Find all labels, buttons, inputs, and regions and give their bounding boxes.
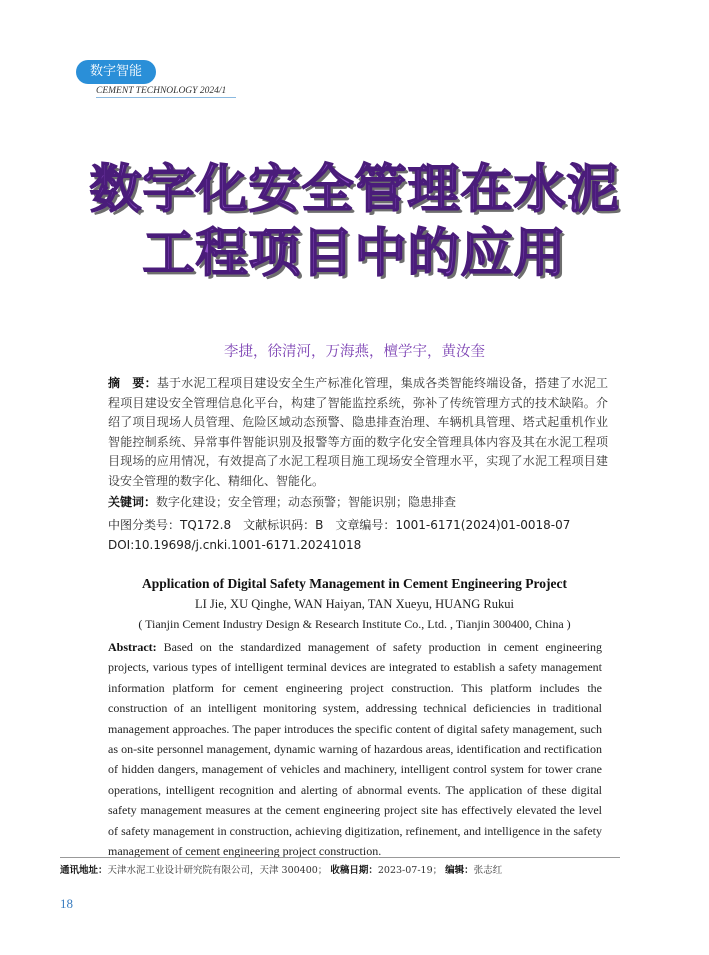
keywords-text: 数字化建设；安全管理；动态预警；智能识别；隐患排查 bbox=[156, 495, 457, 509]
english-abstract bbox=[108, 637, 602, 861]
footer-address: 天津水泥工业设计研究院有限公司，天津 300400； bbox=[107, 865, 328, 876]
footer-received-label: 收稿日期： bbox=[330, 865, 378, 876]
authors-cn: 李捷，徐清河，万海燕，檀学宇，黄汝奎 bbox=[224, 344, 485, 360]
keywords-cn bbox=[108, 493, 608, 513]
section-tab: 数字智能 bbox=[76, 60, 156, 84]
footer-received: 2023-07-19； bbox=[377, 865, 443, 876]
doi-line: DOI:10.19698/j.cnki.1001-6171.20241018 bbox=[108, 538, 362, 552]
english-abstract-text: Based on the standardized management of safety production in cement engineering projects, various types of intelligent terminal devices are integrated to establish a safety management information platform for cement engineering project construction. This platform includes the construction of an intelligent monitoring system, addressing technical deficiencies in traditional management approaches. The paper introduces the specific content of digital safety management, such as on-site personnel management, dynamic warning of hazardous areas, identification and rectification of hidden dangers, management of vehicles and machinery, intelligent control system for tower crane operations, intelligent recognition and alerting of abnormal events. The application of these digital safety management measures at the cement engineering project site has effectively elevated the level of safety management in construction, achieving digitization, refinement, and intelligence in the safety management of cement engineering project construction. bbox=[108, 640, 602, 859]
english-affiliation: ( Tianjin Cement Industry Design & Research Institute Co., Ltd. , Tianjin 300400, China ) bbox=[138, 617, 571, 631]
footer-address-label: 通讯地址： bbox=[60, 865, 108, 876]
keywords-label: 关键词： bbox=[108, 495, 157, 509]
journal-header: CEMENT TECHNOLOGY 2024/1 bbox=[96, 86, 236, 98]
page-number: 18 bbox=[60, 896, 73, 911]
article-title-line-2: 工程项目中的应用 bbox=[142, 224, 567, 284]
abstract-cn bbox=[108, 374, 608, 491]
abstract-cn-label: 摘 要： bbox=[108, 376, 157, 390]
english-abstract-label: Abstract: bbox=[108, 640, 157, 654]
article-title-line-1: 数字化安全管理在水泥 bbox=[89, 160, 620, 220]
abstract-cn-text: 基于水泥工程项目建设安全生产标准化管理，集成各类智能终端设备，搭建了水泥工程项目建设安全管理信息化平台，构建了智能监控系统，弥补了传统管理方式的技术缺陷。介绍了项目现场人员管理、危险区域动态预警、隐患排查治理、车辆机具管理、塔式起重机作业智能控制系统、异常事件智能识别及报警等方面的数字化安全管理具体内容及其在水泥工程项目现场的应用情况，有效提高了水泥工程项目施工现场安全管理水平，实现了水泥工程项目建设安全管理的数字化、精细化、智能化。 bbox=[108, 376, 608, 488]
classification-line: 中图分类号：TQ172.8 文献标识码：B 文章编号：1001-6171(2024)01-0018-07 bbox=[108, 518, 571, 532]
footer-editor: 张志红 bbox=[473, 865, 503, 876]
english-authors: LI Jie, XU Qinghe, WAN Haiyan, TAN Xueyu, HUANG Rukui bbox=[195, 597, 514, 611]
english-title: Application of Digital Safety Management in Cement Engineering Project bbox=[142, 576, 567, 591]
footer-note bbox=[60, 857, 620, 876]
footer-editor-label: 编辑： bbox=[445, 865, 474, 876]
